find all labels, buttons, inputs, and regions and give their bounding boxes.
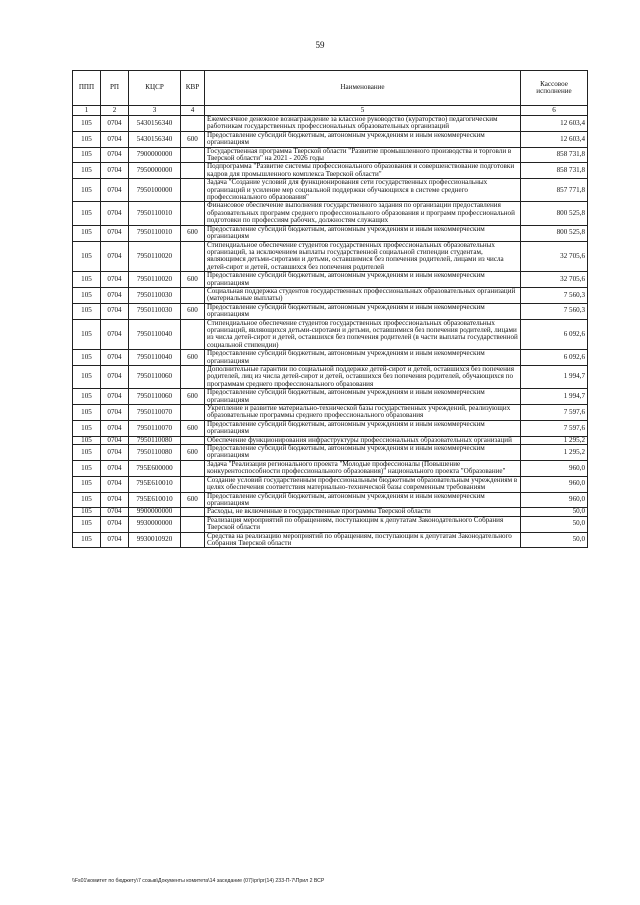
cell-kvr xyxy=(181,179,205,202)
cell-amount: 6 092,6 xyxy=(521,319,588,350)
cell-kcsr: 795E610010 xyxy=(129,476,181,492)
cell-ppp: 105 xyxy=(73,163,101,179)
cell-rp: 0704 xyxy=(101,532,129,548)
table-row xyxy=(73,532,588,548)
cell-ppp: 105 xyxy=(73,179,101,202)
cell-amount: 857 771,8 xyxy=(521,179,588,202)
cell-kvr: 600 xyxy=(181,492,205,508)
table-row xyxy=(73,476,588,492)
table-row xyxy=(73,202,588,225)
cell-ppp: 105 xyxy=(73,147,101,163)
table-row xyxy=(73,420,588,436)
cell-amount: 960,0 xyxy=(521,460,588,476)
cell-rp: 0704 xyxy=(101,445,129,461)
cell-amount: 12 603,4 xyxy=(521,116,588,132)
cell-name: Средства на реализацию мероприятий по обращениям, поступающим к депутатам Законодательного Собрания Тверской области xyxy=(205,532,521,548)
cell-ppp: 105 xyxy=(73,492,101,508)
cell-kcsr: 7950110020 xyxy=(129,272,181,288)
cell-rp: 0704 xyxy=(101,405,129,421)
cell-kvr xyxy=(181,366,205,389)
column-number: 3 xyxy=(129,106,181,116)
cell-rp: 0704 xyxy=(101,366,129,389)
cell-name: Реализация мероприятий по обращениям, поступающим к депутатам Законодательного Собрания Тверской области xyxy=(205,516,521,532)
cell-kvr xyxy=(181,405,205,421)
table-body xyxy=(73,116,588,548)
table-row xyxy=(73,225,588,241)
table-row xyxy=(73,492,588,508)
cell-kcsr: 7950110060 xyxy=(129,389,181,405)
table-row xyxy=(73,287,588,303)
cell-rp: 0704 xyxy=(101,516,129,532)
cell-amount: 800 525,8 xyxy=(521,225,588,241)
cell-kcsr: 7900000000 xyxy=(129,147,181,163)
cell-ppp: 105 xyxy=(73,202,101,225)
cell-kcsr: 7950110030 xyxy=(129,303,181,319)
cell-amount: 1 994,7 xyxy=(521,366,588,389)
cell-kvr: 600 xyxy=(181,350,205,366)
cell-rp: 0704 xyxy=(101,350,129,366)
cell-amount: 32 705,6 xyxy=(521,272,588,288)
cell-ppp: 105 xyxy=(73,405,101,421)
table-row xyxy=(73,350,588,366)
cell-kcsr: 9930010920 xyxy=(129,532,181,548)
cell-rp: 0704 xyxy=(101,287,129,303)
cell-kvr xyxy=(181,319,205,350)
cell-kvr xyxy=(181,147,205,163)
cell-kcsr: 795E600000 xyxy=(129,460,181,476)
cell-amount: 7 597,6 xyxy=(521,420,588,436)
cell-rp: 0704 xyxy=(101,179,129,202)
cell-rp: 0704 xyxy=(101,241,129,272)
cell-amount: 7 597,6 xyxy=(521,405,588,421)
cell-name: Ежемесячное денежное вознаграждение за классное руководство (кураторство) педагогическим работникам государственных профессиональных образовательных организаций xyxy=(205,116,521,132)
cell-kcsr: 7950110010 xyxy=(129,225,181,241)
cell-name: Предоставление субсидий бюджетным, автономным учреждениям и иным некоммерческим организациям xyxy=(205,303,521,319)
cell-kvr xyxy=(181,476,205,492)
table-row xyxy=(73,460,588,476)
cell-name: Предоставление субсидий бюджетным, автономным учреждениям и иным некоммерческим организациям xyxy=(205,350,521,366)
cell-amount: 1 994,7 xyxy=(521,389,588,405)
cell-kcsr: 7950110080 xyxy=(129,445,181,461)
cell-ppp: 105 xyxy=(73,225,101,241)
cell-amount: 960,0 xyxy=(521,476,588,492)
cell-ppp: 105 xyxy=(73,241,101,272)
cell-kvr: 600 xyxy=(181,303,205,319)
cell-kcsr: 7950110070 xyxy=(129,420,181,436)
cell-name: Финансовое обеспечение выполнения государственного задания по организации предоставления образовательных программ среднего профессионального образования и программ профессиональной подготовки по профессиям рабочих, должностям служащих xyxy=(205,202,521,225)
header-kcsr: КЦСР xyxy=(129,71,181,106)
column-number: 1 xyxy=(73,106,101,116)
cell-amount: 50,0 xyxy=(521,516,588,532)
table-row xyxy=(73,116,588,132)
cell-name: Дополнительные гарантии по социальной поддержке детей-сирот и детей, оставшихся без попечения родителей, лиц из числа детей-сирот и детей, оставшихся без попечения родителей, обучающихся по программам среднего профессионального образования xyxy=(205,366,521,389)
cell-kvr xyxy=(181,436,205,444)
cell-rp: 0704 xyxy=(101,225,129,241)
cell-kcsr: 9930000000 xyxy=(129,516,181,532)
cell-kcsr: 7950110020 xyxy=(129,241,181,272)
budget-execution-table xyxy=(72,70,588,548)
cell-amount: 1 295,2 xyxy=(521,445,588,461)
cell-kvr xyxy=(181,287,205,303)
cell-kcsr: 7950110070 xyxy=(129,405,181,421)
cell-rp: 0704 xyxy=(101,389,129,405)
table-row xyxy=(73,241,588,272)
table-row xyxy=(73,272,588,288)
cell-ppp: 105 xyxy=(73,366,101,389)
cell-rp: 0704 xyxy=(101,420,129,436)
cell-kvr xyxy=(181,116,205,132)
header-ppp: ППП xyxy=(73,71,101,106)
cell-name: Предоставление субсидий бюджетным, автономным учреждениям и иным некоммерческим организациям xyxy=(205,445,521,461)
cell-amount: 960,0 xyxy=(521,492,588,508)
cell-ppp: 105 xyxy=(73,532,101,548)
cell-name: Обеспечение функционирования инфраструктуры профессиональных образовательных организаций xyxy=(205,436,521,444)
cell-kcsr: 7950110040 xyxy=(129,350,181,366)
cell-kvr: 600 xyxy=(181,225,205,241)
table-row xyxy=(73,147,588,163)
table-row xyxy=(73,405,588,421)
column-number-row xyxy=(73,106,588,116)
cell-ppp: 105 xyxy=(73,131,101,147)
cell-amount: 32 705,6 xyxy=(521,241,588,272)
cell-ppp: 105 xyxy=(73,420,101,436)
cell-kcsr: 9900000000 xyxy=(129,508,181,516)
cell-ppp: 105 xyxy=(73,460,101,476)
table-row xyxy=(73,445,588,461)
cell-ppp: 105 xyxy=(73,287,101,303)
cell-name: Предоставление субсидий бюджетным, автономным учреждениям и иным некоммерческим организациям xyxy=(205,492,521,508)
cell-rp: 0704 xyxy=(101,147,129,163)
file-path-footer: \\Fs01\комитет по бюджету\7 созыв\Документы комитета\14 заседание (07)\pr\pr(14) 233-П-7\Прил 2 ВСР xyxy=(72,878,325,884)
cell-rp: 0704 xyxy=(101,272,129,288)
cell-name: Предоставление субсидий бюджетным, автономным учреждениям и иным некоммерческим организациям xyxy=(205,420,521,436)
cell-name: Государственная программа Тверской области "Развитие промышленного производства и торговли в Тверской области" на 2021 - 2026 годы xyxy=(205,147,521,163)
cell-kvr: 600 xyxy=(181,389,205,405)
cell-kcsr: 7950110080 xyxy=(129,436,181,444)
cell-rp: 0704 xyxy=(101,476,129,492)
cell-name: Предоставление субсидий бюджетным, автономным учреждениям и иным некоммерческим организациям xyxy=(205,389,521,405)
cell-rp: 0704 xyxy=(101,436,129,444)
cell-name: Задача "Создание условий для функционирования сети государственных профессиональных организаций и усиление мер социальной поддержки обучающихся в системе среднего профессионального образования" xyxy=(205,179,521,202)
table-row xyxy=(73,436,588,444)
cell-kcsr: 7950100000 xyxy=(129,179,181,202)
cell-name: Стипендиальное обеспечение студентов государственных профессиональных образовательных организаций, за исключением выплаты государственной социальной стипендии студентам, являющимся детьми-сиротами и детьми, оставшимися без попечения родителей, лицами из числа детей-сирот и детей, оставшихся без попечения родителей xyxy=(205,241,521,272)
cell-name: Создание условий государственным профессиональным бюджетным образовательным учреждениям в целях обеспечения соответствия материально-технической базы современным требованиям xyxy=(205,476,521,492)
cell-kcsr: 7950110040 xyxy=(129,319,181,350)
cell-rp: 0704 xyxy=(101,163,129,179)
table-row xyxy=(73,389,588,405)
cell-name: Социальная поддержка студентов государственных профессиональных образовательных организаций (материальные выплаты) xyxy=(205,287,521,303)
cell-ppp: 105 xyxy=(73,436,101,444)
cell-ppp: 105 xyxy=(73,303,101,319)
cell-amount: 6 092,6 xyxy=(521,350,588,366)
cell-name: Предоставление субсидий бюджетным, автономным учреждениям и иным некоммерческим организациям xyxy=(205,131,521,147)
cell-kvr xyxy=(181,202,205,225)
cell-rp: 0704 xyxy=(101,131,129,147)
cell-ppp: 105 xyxy=(73,116,101,132)
cell-amount: 7 560,3 xyxy=(521,303,588,319)
cell-kvr: 600 xyxy=(181,272,205,288)
cell-kvr: 600 xyxy=(181,445,205,461)
cell-ppp: 105 xyxy=(73,350,101,366)
cell-kcsr: 795E610010 xyxy=(129,492,181,508)
cell-ppp: 105 xyxy=(73,516,101,532)
table-row xyxy=(73,179,588,202)
cell-ppp: 105 xyxy=(73,272,101,288)
cell-kcsr: 7950110030 xyxy=(129,287,181,303)
column-number: 5 xyxy=(205,106,521,116)
cell-name: Предоставление субсидий бюджетным, автономным учреждениям и иным некоммерческим организациям xyxy=(205,272,521,288)
cell-kvr: 600 xyxy=(181,131,205,147)
header-amount: Кассовое исполнение xyxy=(521,71,588,106)
cell-rp: 0704 xyxy=(101,508,129,516)
cell-name: Укрепление и развитие материально-технической базы государственных учреждений, реализующих образовательные программы среднего профессионального образования xyxy=(205,405,521,421)
table-row xyxy=(73,366,588,389)
column-number: 6 xyxy=(521,106,588,116)
cell-rp: 0704 xyxy=(101,202,129,225)
cell-ppp: 105 xyxy=(73,319,101,350)
header-kvr: КВР xyxy=(181,71,205,106)
cell-amount: 800 525,8 xyxy=(521,202,588,225)
header-rp: РП xyxy=(101,71,129,106)
cell-kvr xyxy=(181,241,205,272)
table-row xyxy=(73,319,588,350)
cell-kcsr: 7950110010 xyxy=(129,202,181,225)
cell-kcsr: 7950110060 xyxy=(129,366,181,389)
header-row xyxy=(73,71,588,106)
cell-name: Стипендиальное обеспечение студентов государственных профессиональных образовательных организаций, являющихся детьми-сиротами и детьми, оставшимися без попечения родителей, лицами из числа детей-сирот и детей, оставшихся без попечения родителей (в части выплаты государственной социальной стипендии) xyxy=(205,319,521,350)
cell-rp: 0704 xyxy=(101,319,129,350)
cell-amount: 858 731,8 xyxy=(521,163,588,179)
cell-rp: 0704 xyxy=(101,303,129,319)
cell-amount: 50,0 xyxy=(521,532,588,548)
table-row xyxy=(73,516,588,532)
cell-amount: 858 731,8 xyxy=(521,147,588,163)
table-row xyxy=(73,131,588,147)
cell-rp: 0704 xyxy=(101,492,129,508)
cell-name: Подпрограмма "Развитие системы профессионального образования и совершенствование подготовки кадров для промышленного комплекса Тверской области" xyxy=(205,163,521,179)
cell-rp: 0704 xyxy=(101,116,129,132)
cell-ppp: 105 xyxy=(73,476,101,492)
cell-name: Предоставление субсидий бюджетным, автономным учреждениям и иным некоммерческим организациям xyxy=(205,225,521,241)
cell-amount: 1 295,2 xyxy=(521,436,588,444)
cell-amount: 12 603,4 xyxy=(521,131,588,147)
table-row xyxy=(73,303,588,319)
cell-kvr: 600 xyxy=(181,420,205,436)
cell-ppp: 105 xyxy=(73,389,101,405)
column-number: 2 xyxy=(101,106,129,116)
cell-ppp: 105 xyxy=(73,508,101,516)
cell-rp: 0704 xyxy=(101,460,129,476)
cell-kvr xyxy=(181,508,205,516)
column-number: 4 xyxy=(181,106,205,116)
cell-kcsr: 5430156340 xyxy=(129,131,181,147)
cell-kcsr: 5430156340 xyxy=(129,116,181,132)
page-number: 59 xyxy=(315,40,325,50)
cell-name: Расходы, не включенные в государственные программы Тверской области xyxy=(205,508,521,516)
cell-kvr xyxy=(181,460,205,476)
cell-kvr xyxy=(181,163,205,179)
header-name: Наименование xyxy=(205,71,521,106)
cell-kvr xyxy=(181,516,205,532)
cell-ppp: 105 xyxy=(73,445,101,461)
cell-amount: 7 560,3 xyxy=(521,287,588,303)
cell-name: Задача "Реализация регионального проекта "Молодые профессионалы (Повышение конкурентоспособности профессионального образования)" национального проекта "Образование" xyxy=(205,460,521,476)
cell-kcsr: 7950000000 xyxy=(129,163,181,179)
table-row xyxy=(73,508,588,516)
table-row xyxy=(73,163,588,179)
cell-amount: 50,0 xyxy=(521,508,588,516)
cell-kvr xyxy=(181,532,205,548)
